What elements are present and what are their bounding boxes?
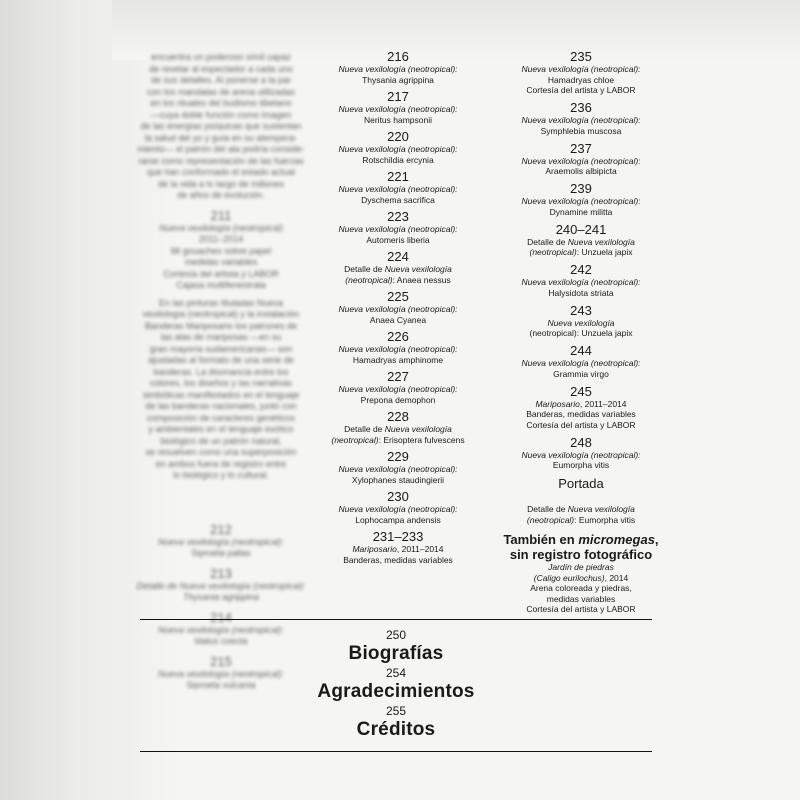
caption-line [497,75,665,86]
body-line: de años de evolución. [177,190,265,200]
caption-number: 212 [210,521,232,537]
caption-text: Neritus hampsonii [363,114,433,125]
caption-line [497,450,665,461]
entry-title: Nueva vexilología (neotropical) [159,222,283,233]
tambien-heading-post: , [654,532,659,547]
caption-italic: Nueva vexilología (neotropical): [338,104,458,114]
caption-entry [318,210,478,245]
body-line: con los mandalas de arena utilizadas [146,86,296,97]
body-line: —cuya doble función como imagen [150,109,292,120]
entry-number: 211 [210,207,232,223]
caption-italic: Nueva vexilología (neotropical): [338,384,458,394]
body-line: vexilología (neotropical) y la instalación [142,309,300,319]
caption-italic: (neotropical) [529,247,577,257]
body-line: de sus detalles. Al ponerse a la par [150,75,292,85]
body-line: colores, los diseños y las narrativas [149,378,293,388]
caption-text: Symphlebia muscosa [540,125,622,136]
caption-italic: Nueva vexilología (neotropical): [521,64,641,74]
body-line: encuentra un poderoso símil capaz [150,52,292,62]
body-line: de la vida a lo largo de millones [157,178,285,189]
caption-italic: Nueva vexilología (neotropical): [521,115,641,125]
caption-suffix: , 2014 [604,572,629,583]
caption-line [318,424,478,435]
caption-suffix: : Unzuela japix [576,247,633,257]
caption-number: 230 [387,489,409,504]
body-line: de las energías psíquicas que sustentan [140,121,302,131]
caption-title: Nueva vexilología (neotropical): [157,536,285,547]
caption-italic: Mariposario [352,544,397,554]
caption-italic: (neotropical) [331,434,379,445]
toc-page-number: 255 [385,704,407,718]
tambien-heading [497,532,665,547]
caption-text: medidas variables [546,593,616,604]
caption-text: Hamadryas chloe [547,74,615,85]
caption-italic: Nueva vexilología (neotropical): [521,358,641,368]
toc-title: Créditos [356,719,436,740]
caption-line [497,369,665,380]
caption-italic: Nueva vexilología (neotropical): [338,464,458,474]
caption-line [318,395,478,406]
caption-text: Anaea Cyanea [369,314,427,325]
caption-line [497,604,665,615]
caption-number: 248 [570,434,592,450]
portada-lines [497,504,665,525]
caption-entry [497,182,665,217]
caption-name: Siproeta vulcania [186,680,256,690]
caption-line [497,358,665,369]
caption-line [497,318,665,329]
caption-text: Dyschema sacrifica [361,194,435,205]
caption-text: Xylophanes staudingierii [351,474,445,485]
caption-line [497,562,665,573]
caption-text: Prepona demophon [360,394,436,405]
caption-line [497,196,665,207]
caption-text: Cortesía del artista y LABOR [526,85,636,95]
caption-line [318,555,478,566]
caption-italic: Nueva vexilología (neotropical): [338,224,458,234]
body-line: rarse como representación de las fuerzas [138,155,304,166]
caption-line [318,184,478,195]
caption-italic: Nueva vexilología [547,317,615,328]
caption-line [497,583,665,594]
caption-number: 231–233 [372,529,424,544]
caption-suffix: : Eumorpha vitis [574,514,636,525]
caption-line [318,304,478,315]
caption-suffix: : Erisoptera fulvescens [378,434,465,445]
body-line: Banderas Mariposario los patrones de [144,320,298,331]
caption-number: 235 [570,49,592,64]
body-line: y ambientales en el lenguaje exótico [148,424,294,434]
caption-entry [318,250,478,285]
caption-text: Automeris liberia [366,234,430,245]
toc-title: Agradecimientos [317,681,475,702]
body-line: simbólicas manifestados en el lenguaje [142,389,300,400]
caption-number: 215 [210,653,232,669]
caption-italic: Nueva vexilología [384,424,452,434]
caption-suffix: , 2011–2014 [396,544,444,554]
caption-line [497,85,665,96]
caption-number: 227 [387,369,409,384]
caption-suffix: , 2011–2014 [579,398,627,409]
caption-text: Halysidota striata [548,287,614,298]
body-line: se resuelven como una superposición [145,447,297,457]
caption-line [497,156,665,167]
caption-suffix: : Anaea nessus [392,274,451,285]
body-line: biológico de un patrón natural, [160,435,282,446]
caption-number: 220 [387,129,409,144]
body-line: de las banderas nacionales, junto con [145,401,297,411]
body-line: que han conformado el estado actual [146,167,296,177]
caption-number: 244 [570,343,592,358]
caption-text: Eumorpha vitis [552,460,610,470]
caption-entry [318,90,478,125]
body-line: Cortesía del artista y LABOR [163,268,279,279]
caption-line [497,399,665,410]
caption-line [497,573,665,584]
caption-line [497,328,665,339]
caption-number: 217 [387,89,409,104]
caption-line [497,504,665,515]
caption-line [318,475,478,486]
caption-entry [497,223,665,258]
caption-number: 221 [387,169,409,184]
caption-line [318,264,478,275]
caption-entry [318,130,478,165]
caption-line [497,288,665,299]
body-line: en ambos fuera de registro entre [155,458,287,469]
caption-italic: Nueva vexilología (neotropical): [338,184,458,194]
caption-italic: (neotropical) [345,274,393,285]
body-line: En las pinturas tituladas Nueva [158,297,284,308]
caption-line [497,594,665,605]
caption-number: 229 [387,449,409,464]
caption-italic: Jardín de piedras [548,562,614,572]
caption-number: 243 [570,302,592,318]
caption-entry [318,450,478,485]
caption-entry [318,490,478,525]
caption-entry [497,385,665,431]
caption-text: Lophocampa andensis [355,514,441,525]
caption-line [318,384,478,395]
caption-text: Cortesía del artista y LABOR [526,419,636,430]
caption-number: 240–241 [555,221,607,237]
caption-italic: Nueva vexilología (neotropical): [521,449,641,460]
caption-line [497,460,665,471]
caption-number: 237 [570,140,592,156]
caption-number: 224 [387,249,409,264]
caption-text: Rotschildia ercynia [362,154,434,165]
caption-italic: Nueva vexilología (neotropical): [521,155,641,166]
caption-entry [497,263,665,298]
body-line: la salud del yo y guía en su atempera- [144,132,298,143]
caption-entry [497,344,665,379]
body-line: 2011–2014 [198,234,244,244]
caption-number: 236 [570,100,592,115]
caption-number: 226 [387,329,409,344]
caption-italic: Nueva vexilología [567,504,635,514]
caption-line [497,409,665,420]
caption-line [497,420,665,431]
body-line: medidas variables [184,257,258,267]
caption-name: Idalus coecta [194,636,248,646]
caption-entry [497,436,665,471]
left-caption-entry [132,523,310,560]
body-line: composición de caracteres genéticos [146,412,296,423]
caption-line [318,64,478,75]
caption-line [318,355,478,366]
caption-text: Arena coloreada y piedras, [530,583,632,593]
caption-line [318,464,478,475]
left-paragraph-2 [132,298,310,482]
caption-entry [497,101,665,136]
captions-column-middle [318,50,478,570]
tambien-entry [497,532,665,615]
caption-italic: Nueva vexilología (neotropical): [338,64,458,74]
caption-entry [318,50,478,85]
caption-italic: Nueva vexilología (neotropical): [521,277,641,287]
caption-italic: Nueva vexilología [384,264,452,274]
caption-name: Siproeta pallas [191,548,251,558]
toc-title: Biografías [348,643,444,664]
caption-text: Hamadryas amphinome [352,354,444,365]
left-caption-entry [132,567,310,604]
caption-text: Banderas, medidas variables [526,409,636,419]
caption-line [497,247,665,258]
caption-line [318,115,478,126]
caption-entry [318,170,478,205]
body-line: Cajasa multifenestrata [176,280,266,290]
caption-prefix: Detalle de [344,264,385,274]
toc-page-number: 250 [385,628,407,642]
caption-entry [497,142,665,177]
caption-line [318,195,478,206]
caption-line [318,155,478,166]
caption-line [318,344,478,355]
caption-line [497,515,665,526]
tambien-heading-italic: micromegas [578,532,655,547]
caption-line [318,224,478,235]
left-paragraph-1 [132,52,310,202]
caption-italic: (Caligo eurilochus) [533,572,605,583]
caption-text: (neotropical): Unzuela japix [529,328,633,338]
caption-text: Thysania agrippina [362,74,434,85]
caption-italic: Nueva vexilología (neotropical): [338,504,458,514]
caption-title: Nueva vexilología (neotropical): [157,624,285,635]
caption-prefix: Detalle de [527,236,568,247]
toc-page-number: 254 [385,666,407,680]
tambien-subheading: sin registro fotográfico [509,547,653,562]
caption-number: 225 [387,289,409,304]
portada-title: Portada [558,476,604,491]
caption-italic: Nueva vexilología (neotropical): [521,196,641,206]
caption-entry [318,530,478,565]
caption-number: 228 [387,409,409,424]
body-line: miento— el patrón del ala podría conside- [137,144,305,154]
tambien-lines [497,562,665,615]
body-line: Mi gouaches sobre papel [170,245,272,256]
caption-number: 245 [570,383,592,399]
body-line: banderas. La disonancia entre los [153,366,289,377]
caption-line [497,166,665,177]
caption-entry [497,50,665,96]
caption-prefix: Detalle de [527,504,568,514]
caption-number: 239 [570,181,592,196]
rule-top [140,619,652,620]
caption-entry [318,410,478,445]
caption-line [318,104,478,115]
tambien-heading-pre: También en [503,532,579,547]
caption-italic: Mariposario [535,398,580,409]
caption-text: Araemolis albipicta [545,166,617,176]
caption-line [497,115,665,126]
caption-italic: (neotropical) [526,514,575,525]
caption-prefix: Detalle de [344,424,385,434]
caption-entry [318,330,478,365]
caption-line [318,435,478,446]
body-line: gran mayoría sudamericanas— son [149,343,293,354]
body-line: en los rituales del budismo tibetano [150,98,292,108]
caption-line [497,277,665,288]
caption-line [497,237,665,248]
body-line: de revelar al espectador a cada uno [149,63,293,74]
caption-text: Dynamine militta [549,206,613,217]
captions-column-right [497,50,665,620]
caption-line [318,275,478,286]
caption-text: Grammia virgo [553,368,609,379]
caption-number: 223 [387,209,409,224]
rule-bottom [140,751,652,752]
caption-italic: Nueva vexilología (neotropical): [338,304,458,314]
caption-italic: Nueva vexilología [567,236,635,247]
caption-number: 216 [387,49,409,64]
caption-line [318,515,478,526]
table-of-contents [140,628,652,742]
caption-line [318,75,478,86]
caption-line [318,504,478,515]
body-line: las alas de mariposas —en su [160,332,282,342]
caption-text: Banderas, medidas variables [343,554,453,565]
caption-title: Nueva vexilología (neotropical): [157,668,285,679]
caption-title: Detalle de Nueva vexilología (neotropical): Thysania agrippina [136,580,306,602]
caption-line [318,235,478,246]
caption-line [318,544,478,555]
caption-entry [318,370,478,405]
captions-list-right [497,50,665,471]
caption-number: 214 [210,609,232,625]
caption-line [497,64,665,75]
caption-number: 213 [210,565,232,581]
portada-entry [497,476,665,525]
entry-details [132,234,310,292]
left-column-text [132,52,310,698]
body-line: ajustadas al formato de una serie de [148,355,294,365]
caption-italic: Nueva vexilología (neotropical): [338,344,458,354]
caption-text: Cortesía del artista y LABOR [526,604,636,614]
caption-line [318,315,478,326]
caption-line [497,207,665,218]
caption-italic: Nueva vexilología (neotropical): [338,144,458,154]
caption-line [497,126,665,137]
caption-entry [318,290,478,325]
body-line: lo biológico y lo cultural. [173,470,269,480]
caption-line [318,144,478,155]
caption-number: 242 [570,262,592,277]
caption-entry [497,304,665,339]
